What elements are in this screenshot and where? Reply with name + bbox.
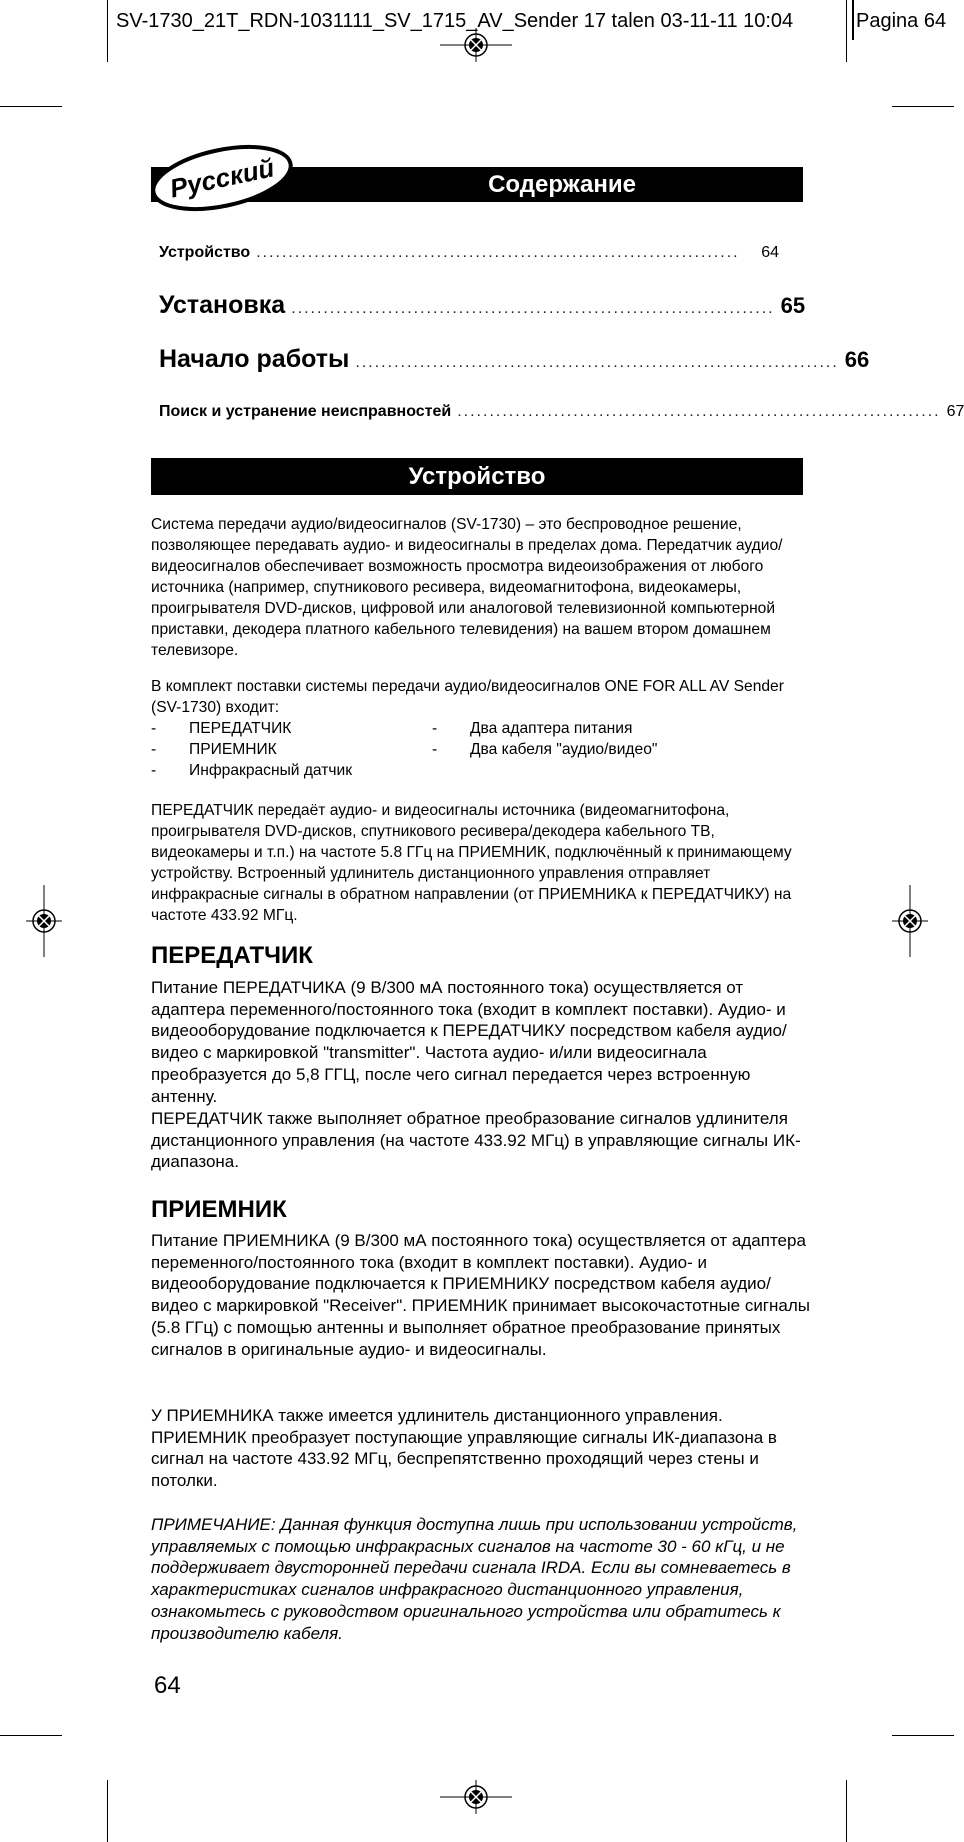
transmitter-text-2: ПЕРЕДАТЧИК также выполняет обратное преобразование сигналов удлинителя дистанционного управления (на частоте 433.92 МГц) в управляющие сигналы ИК-диапазона. [151, 1109, 801, 1172]
toc-leader: ........................................................................... [291, 300, 775, 317]
transmitter-text: Питание ПЕРЕДАТЧИКА (9 В/300 мА постоянного тока) осуществляется от адаптера переменного/постоянного тока (входит в комплект поставки). Аудио- и видеооборудование подключается к ПЕРЕДАТЧИКУ посредством кабеля аудио/видео с маркировкой "transmitter". Частота аудио- и/или видеосигнала преобразуется до 5,8 ГГЦ, после чего сигнал передается через встроенную антенну. [151, 978, 787, 1106]
registration-mark-icon [440, 28, 512, 62]
contents-title: Содержание [488, 171, 636, 198]
toc-leader: ........................................................................... [256, 244, 740, 261]
crop-mark [846, 0, 847, 62]
receiver-text-2: У ПРИЕМНИКА также имеется удлинитель дистанционного управления. ПРИЕМНИК преобразует поступающие управляющие сигналы ИК-диапазона в сигнал на частоте 433.92 МГц, беспрепятственно проходящий через стены и потолки. [151, 1406, 777, 1491]
package-list-item: - ПЕРЕДАТЧИК [151, 720, 292, 737]
package-list-item: - Два адаптера питания [432, 720, 633, 737]
toc-item-getting-started[interactable] [159, 345, 870, 374]
slug-separator [852, 0, 854, 40]
toc-page: 64 [761, 244, 779, 261]
toc-label: Поиск и устранение неисправностей [159, 403, 452, 420]
slug-file-info: SV-1730_21T_RDN-1031111_SV_1715_AV_Sender 17 talen 03-11-11 10:04 [116, 10, 794, 32]
toc-item-device[interactable] [159, 244, 779, 262]
receiver-note: ПРИМЕЧАНИЕ: Данная функция доступна лишь при использовании устройств, управляемых с помощью инфракрасных сигналов на частоте 30 - 60 кГц, и не поддерживает двусторонней передачи сигнала IRDA. Если вы сомневаетесь в характеристиках сигналов инфракрасного дистанционного управления, ознакомьтесь с руководством оригинального устройства или обратитесь к производителю кабеля. [151, 1515, 798, 1643]
package-list-item: - ПРИЕМНИК [151, 741, 277, 758]
toc-label: Установка [159, 291, 286, 319]
toc-item-troubleshooting[interactable] [159, 403, 964, 421]
language-badge [149, 145, 295, 211]
crop-mark [107, 0, 108, 62]
crop-mark [846, 1780, 847, 1842]
package-list-item: - Инфракрасный датчик [151, 762, 353, 779]
toc-label: Начало работы [159, 345, 350, 373]
toc-leader: ........................................................................... [457, 403, 941, 420]
package-list-item: - Два кабеля "аудио/видео" [432, 741, 658, 758]
device-overview: ПЕРЕДАТЧИК передаёт аудио- и видеосигналы источника (видеомагнитофона, проигрывателя DVD-дисков, спутникового ресивера/декодера кабельного ТВ, видеокамеры и т.п.) на частоте 5.8 ГГц на ПРИЕМНИК, подключённый к принимающему устройству. Встроенный удлинитель дистанционного управления отправляет инфракрасные сигналы в обратном направлении (от ПРИЕМНИКА к ПЕРЕДАТЧИКУ) на частоте 433.92 МГц. [151, 802, 792, 924]
toc-leader: ........................................................................... [355, 354, 839, 371]
crop-mark [0, 106, 62, 107]
language-badge-label: Русский [167, 152, 277, 204]
device-intro: Система передачи аудио/видеосигналов (SV-1730) – это беспроводное решение, позволяющее передавать аудио- и видеосигналы в пределах дома. Передатчик аудио/видеосигналов обеспечивает возможность просмотра видеоизображения от любого источника (например, спутникового ресивера, видеомагнитофона, видеокамеры, проигрывателя DVD-дисков, цифровой или аналоговой телевизионной компьютерной приставки, декодера платного кабельного телевидения) на вашем втором домашнем телевизоре. [151, 516, 783, 659]
registration-mark-icon [892, 885, 928, 957]
transmitter-heading: ПЕРЕДАТЧИК [151, 942, 313, 969]
crop-mark [107, 1780, 108, 1842]
registration-mark-icon [26, 885, 62, 957]
package-intro: В комплект поставки системы передачи аудио/видеосигналов ONE FOR ALL AV Sender (SV-1730) входит: [151, 678, 784, 716]
toc-item-installation[interactable] [159, 291, 806, 320]
device-section-title: Устройство [151, 458, 803, 495]
crop-mark [892, 1735, 954, 1736]
receiver-heading: ПРИЕМНИК [151, 1196, 287, 1223]
receiver-text: Питание ПРИЕМНИКА (9 В/300 мА постоянного тока) осуществляется от адаптера переменного/постоянного тока (входит в комплект поставки). Аудио- и видеооборудование подключается к ПРИЕМНИКУ посредством кабеля аудио/видео с маркировкой "Receiver". ПРИЕМНИК принимает высокочастотные сигналы (5.8 ГГц) с помощью антенны и выполняет обратное преобразование принятых сигналов в оригинальные аудио- и видеосигналы. [151, 1231, 810, 1359]
registration-mark-icon [440, 1780, 512, 1814]
toc-page: 65 [780, 293, 806, 318]
crop-mark [0, 1735, 62, 1736]
slug-page-label: Pagina 64 [856, 10, 947, 32]
toc-label: Устройство [159, 244, 251, 261]
toc-page: 67 [946, 403, 964, 420]
page-number: 64 [154, 1672, 181, 1699]
toc-page: 66 [844, 347, 870, 372]
crop-mark [892, 106, 954, 107]
